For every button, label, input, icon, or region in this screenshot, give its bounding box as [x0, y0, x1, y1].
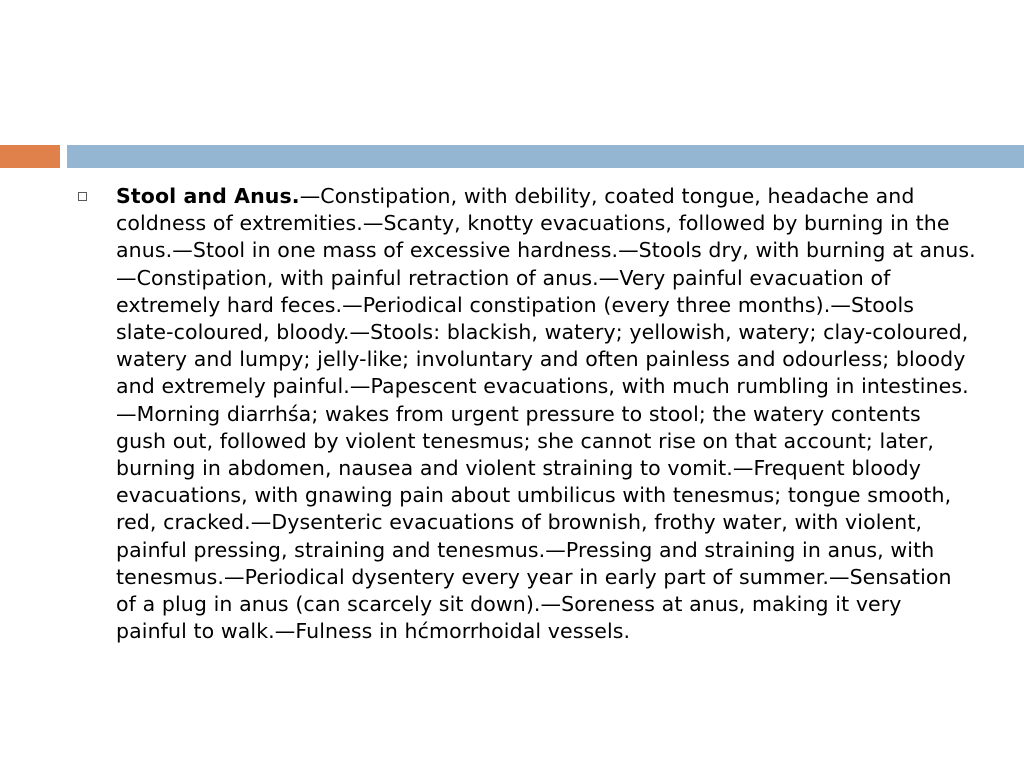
- square-bullet-icon: [78, 192, 87, 201]
- section-heading: Stool and Anus.: [116, 184, 300, 208]
- bullet-text: [116, 183, 976, 645]
- accent-bar-orange: [0, 145, 60, 168]
- section-body: —Constipation, with debility, coated tongue, headache and coldness of extremities.—Scanty, knotty evacuations, followed by burning in the anus.—Stool in one mass of excessive hardness.—Stools dry, with burning at anus.—Constipation, with painful retraction of anus.—Very painful evacuation of extremely hard feces.—Periodical constipation (every three months).—Stools slate-coloured, bloody.—Stools: blackish, watery; yellowish, watery; clay-coloured, watery and lumpy; jelly-like; involuntary and often painless and odourless; bloody and extremely painful.—Papescent evacuations, with much rumbling in intestines.—Morning diarrhśa; wakes from urgent pressure to stool; the watery contents gush out, followed by violent tenesmus; she cannot rise on that account; later, burning in abdomen, nausea and violent straining to vomit.—Frequent bloody evacuations, with gnawing pain about umbilicus with tenesmus; tongue smooth, red, cracked.—Dysenteric evacuations of brownish, frothy water, with violent, painful pressing, straining and tenesmus.—Pressing and straining in anus, with tenesmus.—Periodical dysentery every year in early part of summer.—Sensation of a plug in anus (can scarcely sit down).—Soreness at anus, making it very painful to walk.—Fulness in hćmorrhoidal vessels.: [116, 184, 976, 644]
- accent-bar-blue: [67, 145, 1024, 168]
